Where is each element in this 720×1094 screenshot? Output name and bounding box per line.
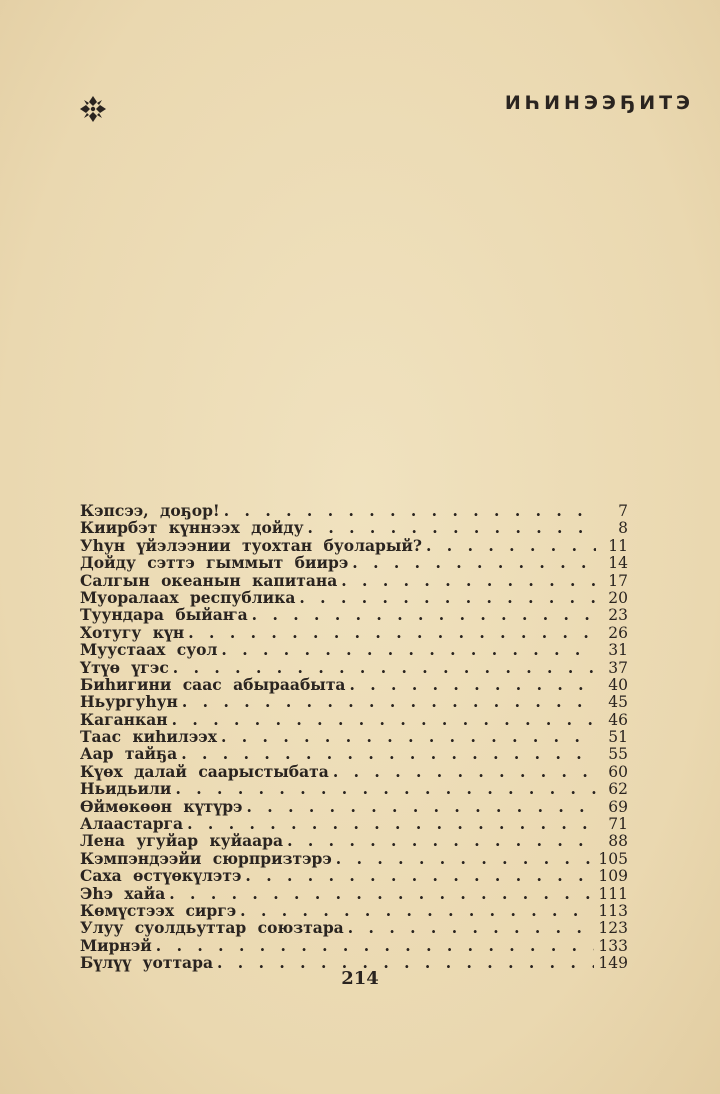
dot-leader	[173, 659, 596, 676]
toc-entry-title: Таас киһилээх	[80, 727, 217, 747]
toc-entry[interactable]	[80, 624, 628, 641]
toc-entry[interactable]	[80, 798, 628, 815]
toc-entry[interactable]	[80, 745, 628, 762]
page-number: 214	[341, 968, 379, 989]
toc-entry-title: Бүлүү уоттара	[80, 953, 213, 973]
toc-entry-page: 23	[608, 606, 628, 625]
toc-entry-title: Дойду сэттэ гыммыт биирэ	[80, 553, 349, 573]
toc-entry[interactable]	[80, 937, 628, 954]
toc-entry-title: Туундара быйаҥа	[80, 605, 248, 625]
dot-leader	[182, 693, 596, 710]
toc-entry-page: 51	[608, 728, 628, 747]
toc-entry[interactable]	[80, 850, 628, 867]
toc-entry[interactable]	[80, 572, 628, 589]
dot-leader	[287, 832, 596, 849]
toc-entry-title: Муустаах суол	[80, 640, 218, 660]
dot-leader	[169, 885, 594, 902]
dot-leader	[252, 606, 596, 623]
dot-leader	[221, 641, 596, 658]
toc-entry-title: Көмүстээх сиргэ	[80, 900, 237, 920]
toc-entry[interactable]	[80, 902, 628, 919]
dot-leader	[349, 676, 596, 693]
toc-entry[interactable]	[80, 885, 628, 902]
toc-entry-title: Өймөкөөн күтүрэ	[80, 796, 243, 816]
toc-entry-page: 11	[608, 536, 628, 555]
toc-entry-title: Үтүө үгэс	[80, 657, 169, 677]
toc-entry[interactable]	[80, 502, 628, 519]
toc-entry-page: 55	[608, 745, 628, 764]
toc-entry-page: 31	[608, 641, 628, 660]
dot-leader	[224, 502, 596, 519]
dot-leader	[188, 624, 596, 641]
toc-entry[interactable]	[80, 519, 628, 536]
toc-entry-title: Алаастарга	[80, 814, 184, 834]
toc-entry-page: 45	[608, 693, 628, 712]
toc-entry-page: 7	[618, 502, 628, 520]
toc-entry-page: 46	[608, 710, 628, 729]
dot-leader	[245, 867, 594, 884]
toc-entry[interactable]	[80, 815, 628, 832]
dot-leader	[333, 763, 596, 780]
toc-entry[interactable]	[80, 693, 628, 710]
toc-entry-page: 40	[608, 675, 628, 694]
ornament-icon	[78, 94, 108, 124]
toc-entry-page: 149	[598, 954, 628, 973]
toc-entry-page: 71	[608, 815, 628, 834]
toc-entry-title: Эһэ хайа	[80, 883, 166, 903]
toc-entry[interactable]	[80, 641, 628, 658]
toc-entry-page: 69	[608, 797, 628, 816]
toc-entry-title: Каганкан	[80, 709, 168, 729]
toc-entry[interactable]	[80, 832, 628, 849]
dot-leader	[336, 850, 595, 867]
toc-entry[interactable]	[80, 780, 628, 797]
toc-entry[interactable]	[80, 537, 628, 554]
toc-entry-title: Лена угуйар куйаара	[80, 831, 284, 851]
dot-leader	[221, 728, 596, 745]
toc-entry-page: 109	[598, 867, 628, 886]
toc-entry-title: Ньургуһун	[80, 692, 178, 712]
toc-entry[interactable]	[80, 728, 628, 745]
dot-leader	[175, 780, 596, 797]
toc-entry-title: Аар тайҕа	[80, 744, 178, 764]
toc-entry-page: 123	[598, 919, 628, 938]
toc-entry[interactable]	[80, 554, 628, 571]
toc-entry[interactable]	[80, 867, 628, 884]
toc-entry-title: Кэмпэндээйи сюрпризтэрэ	[80, 848, 332, 868]
toc-entry-page: 37	[608, 658, 628, 677]
dot-leader	[240, 902, 594, 919]
toc-entry-page: 111	[598, 884, 628, 903]
toc-entry-title: Саха өстүөкүлэтэ	[80, 866, 242, 886]
toc-entry-title: Хотугу күн	[80, 622, 185, 642]
dot-leader	[308, 519, 596, 536]
toc-entry-title: Мирнэй	[80, 935, 152, 955]
toc-entry[interactable]	[80, 606, 628, 623]
toc-entry-title: Муоралаах республика	[80, 587, 296, 607]
toc-entry-page: 8	[618, 519, 628, 538]
toc-entry-page: 26	[608, 623, 628, 642]
dot-leader	[352, 554, 596, 571]
dot-leader	[172, 711, 596, 728]
toc-entry-title: Киирбэт күннээх дойду	[80, 518, 304, 538]
toc-entry-page: 62	[608, 780, 628, 799]
dot-leader	[247, 798, 597, 815]
dot-leader	[156, 937, 595, 954]
toc-entry-title: Биһигини саас абыраабыта	[80, 674, 346, 694]
toc-entry-page: 113	[598, 901, 628, 920]
dot-leader	[348, 919, 595, 936]
toc-entry[interactable]	[80, 919, 628, 936]
dot-leader	[181, 745, 596, 762]
toc-entry-page: 20	[608, 588, 628, 607]
table-of-contents	[80, 502, 628, 972]
toc-entry-title: Кэпсээ, доҕор!	[80, 501, 220, 520]
toc-entry-page: 60	[608, 762, 628, 781]
contents-heading: ИҺИНЭЭҔИТЭ	[504, 92, 694, 114]
dot-leader	[341, 572, 596, 589]
toc-entry-page: 105	[598, 849, 628, 868]
toc-entry[interactable]	[80, 763, 628, 780]
toc-entry-title: Улуу суолдьуттар союзтара	[80, 918, 344, 938]
dot-leader	[426, 537, 596, 554]
toc-entry-page: 88	[608, 832, 628, 851]
toc-entry-title: Күөх далай саарыстыбата	[80, 761, 329, 781]
toc-entry-page: 17	[608, 571, 628, 590]
toc-entry-page: 133	[598, 936, 628, 955]
dot-leader	[299, 589, 596, 606]
toc-entry-title: Ньидьили	[80, 779, 172, 799]
toc-entry-title: Уһун үйэлээнии туохтан буоларый?	[80, 535, 423, 555]
toc-entry[interactable]	[80, 711, 628, 728]
dot-leader	[187, 815, 596, 832]
toc-entry[interactable]	[80, 589, 628, 606]
toc-entry[interactable]	[80, 676, 628, 693]
toc-entry-page: 14	[608, 554, 628, 573]
toc-entry[interactable]	[80, 659, 628, 676]
toc-entry-title: Салгын океанын капитана	[80, 570, 338, 590]
